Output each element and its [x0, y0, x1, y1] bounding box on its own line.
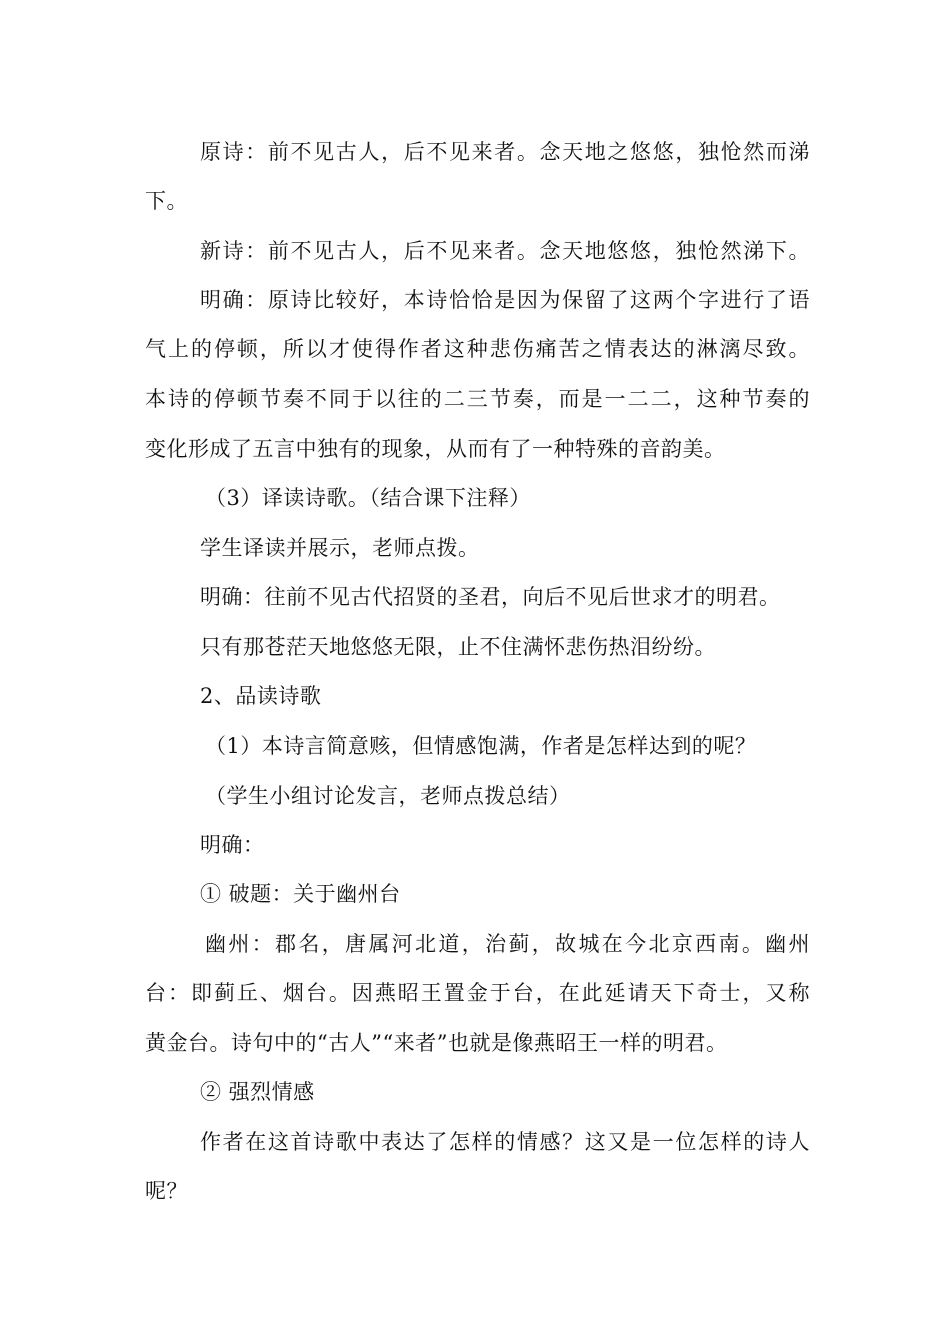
paragraph-line: 只有那苍茫天地悠悠无限，止不住满怀悲伤热泪纷纷。: [200, 635, 716, 659]
paragraph-line: 幽州：郡名，唐属河北道，治蓟，故城在今北京西南。幽州: [205, 932, 810, 956]
paragraph-line: 明确：原诗比较好，本诗恰恰是因为保留了这两个字进行了语: [200, 288, 810, 312]
subheading-line: ① 破题：关于幽州台: [200, 882, 401, 906]
paragraph-line: 气上的停顿，所以才使得作者这种悲伤痛苦之情表达的淋漓尽致。: [145, 337, 810, 361]
paragraph-line: 作者在这首诗歌中表达了怎样的情感？这又是一位怎样的诗人: [200, 1130, 810, 1154]
paragraph-line: 黄金台。诗句中的“古人”“来者”也就是像燕昭王一样的明君。: [145, 1031, 728, 1055]
section-heading: 2、品读诗歌: [200, 684, 322, 708]
paragraph-line: 明确：往前不见古代招贤的圣君，向后不见后世求才的明君。: [200, 585, 781, 609]
paragraph-line: 学生译读并展示，老师点拨。: [200, 536, 480, 560]
paragraph-line: 下。: [145, 189, 188, 213]
subheading-line: ② 强烈情感: [200, 1080, 315, 1104]
paragraph-line: 新诗：前不见古人，后不见来者。念天地悠悠，独怆然涕下。: [200, 239, 810, 263]
paragraph-line: 变化形成了五言中独有的现象，从而有了一种特殊的音韵美。: [145, 437, 726, 461]
section-heading: （3）译读诗歌。（结合课下注释）: [205, 486, 531, 510]
paragraph-line: 台：即蓟丘、烟台。因燕昭王置金于台，在此延请天下奇士，又称: [145, 981, 810, 1005]
paragraph-line: 本诗的停顿节奏不同于以往的二三节奏，而是一二二，这种节奏的: [145, 387, 810, 411]
paragraph-line: （学生小组讨论发言，老师点拨总结）: [205, 784, 571, 808]
paragraph-line: 原诗：前不见古人，后不见来者。念天地之悠悠，独怆然而涕: [200, 140, 810, 164]
paragraph-line: 呢？: [145, 1179, 188, 1203]
paragraph-line: 明确：: [200, 833, 265, 857]
question-line: （1）本诗言简意赅，但情感饱满，作者是怎样达到的呢？: [205, 734, 757, 758]
